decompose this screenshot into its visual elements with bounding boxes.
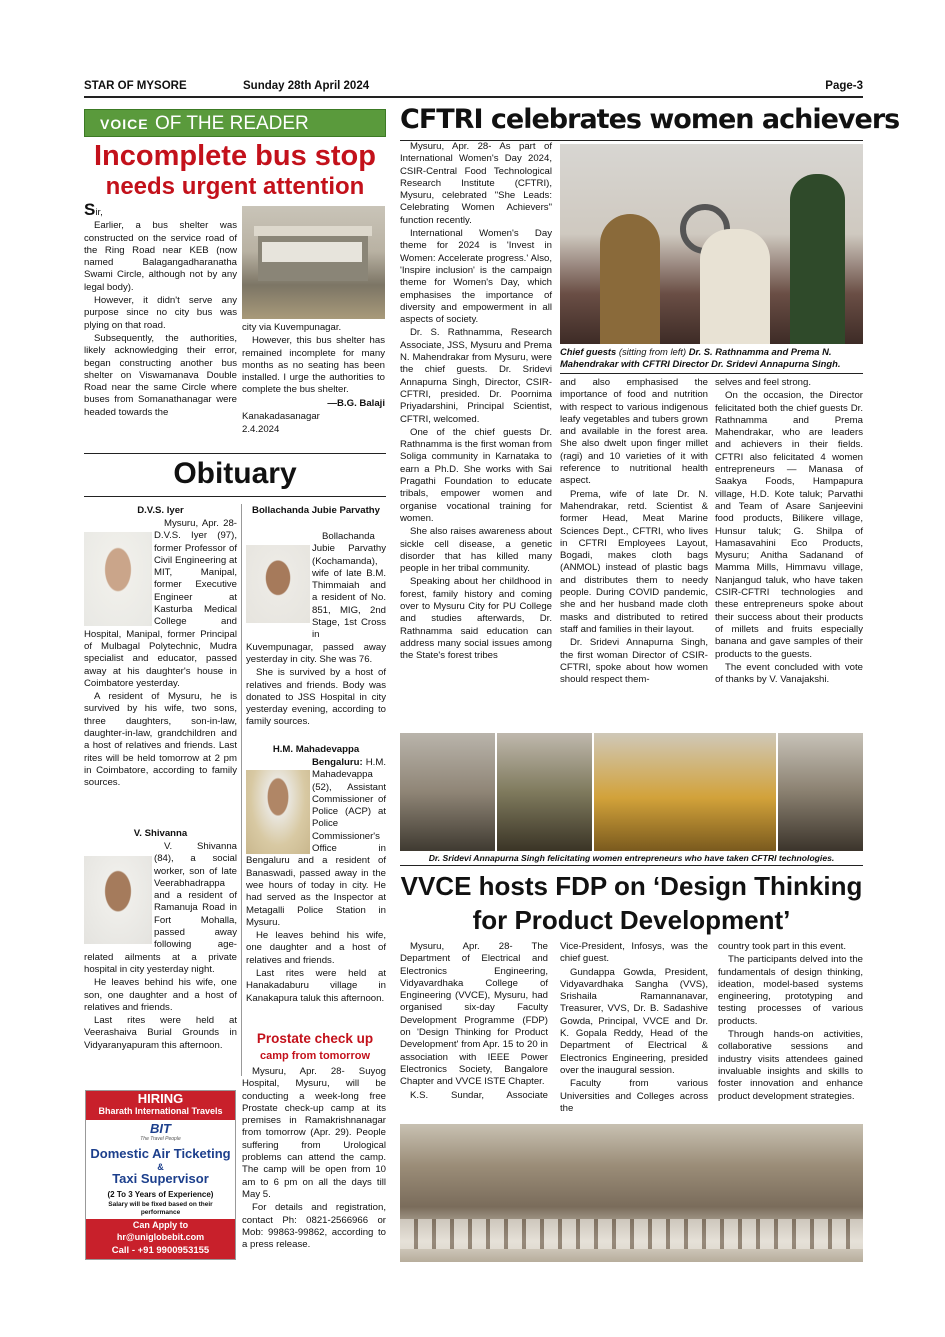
vvce-headline-2: for Product Development’ [472, 905, 791, 935]
bus-shelter-photo [242, 206, 385, 319]
ad-apply: Can Apply to [132, 1220, 189, 1230]
cftri-bottom-rule [400, 865, 863, 866]
entrepreneur-photo-2 [497, 733, 592, 851]
vvce-col-3 [718, 941, 863, 1104]
voice-column-1 [84, 200, 237, 420]
prostate-title: Prostate check up [256, 1031, 374, 1046]
cftri-col3-para-2: On the occasion, the Director felicitated both the chief guests Dr. Rathnamma and Prema Mahendrakar, who are leaders and achievers in their fields. CFTRI also felicitated 4 women entrepreneurs — Manasa of Saakya Foods, Hampapura village, H.D. Kote taluk; Parvathi and Team of Asare Sanjeevini food products, Bilikere village, Hunsur taluk; G. Shilpa of Hamasavahini Eco Products, Mysuru; Anitha Sadanand of Mamma Mills, Himmavu village, Nanjangud taluk, who have taken CSIR-CFTRI technologies and these entrepreneurs spoke about their success about their products of millets and fruits especially banana and gave samples of their products to the guests. [715, 390, 863, 660]
vvce-col-1 [400, 941, 548, 1103]
ad-email: hr@uniglobebit.com [116, 1232, 205, 1242]
vvce-col3-para-3: Through hands-on activities, collaborative sessions and industry visits attendees gained invaluable insights and skills to foster innovation and enhance product development strategies. [718, 1029, 863, 1102]
obit-shivanna-para-1: V. Shivanna (84), a social worker, son of late Veerabhadrappa and a resident of Ramanuja Road in Fort Mohalla, passed away following age-related ailments at a private hospital in city yesterday night. [84, 841, 237, 975]
cftri-entrepreneurs-photos [400, 733, 863, 851]
obit-mahadevappa-name: H.M. Mahadevappa [272, 744, 360, 755]
prostate-para-1: Mysuru, Apr. 28- Suyog Hospital, Mysuru, will be conducting a week-long free Prostate check-up camp at its premises in Ramakrishnanagar from tomorrow (Apr. 29). People suffering from Urological problems can attend the camp. The camp will be open from 10 am to 6 pm on all the days till May 5. [242, 1066, 386, 1200]
ad-line-1: Domestic Air Ticketing [90, 1146, 231, 1161]
cftri-caption-1c: Dr. S. Rathnamma and Prema N. Mahendrakar with CFTRI Director Dr. Sridevi Annapurna Singh. [560, 346, 841, 369]
cftri-col1-para-3: Dr. S. Rathnamma, Research Associate, JSS, Mysuru and Prema N. Mahendrakar from Mysuru, were the chief guests. Dr. Sridevi Annapurna Singh, Director, CSIR-CFTRI, presided. Dr. Poornima Priyadarshini, Principal Scientist, CFTRI, welcomed. [400, 327, 552, 425]
ad-tagline: The Travel People [140, 1136, 181, 1142]
cftri-col-3 [715, 377, 863, 687]
voice-dropcap: S [84, 200, 96, 219]
cftri-col-1 [400, 141, 552, 663]
vvce-group-photo [400, 1124, 863, 1262]
prostate-text [242, 1066, 386, 1252]
cftri-chief-guests-photo [560, 144, 863, 344]
obituary-title: Obituary [173, 457, 297, 490]
obit-mahadevappa-text [246, 757, 386, 1006]
vvce-col2-para-3: Faculty from various Universities and Colleges across the [560, 1078, 708, 1114]
cftri-col2-para-3: Dr. Sridevi Annapurna Singh, the first woman Director of CSIR-CFTRI, spoke about how women should respect them- [560, 637, 708, 686]
prostate-para-2: For details and registration, contact Ph: 0821-2566966 or Mob: 99863-99862, according to a press release. [242, 1202, 386, 1251]
obit-mahadevappa-para-1: H.M. Mahadevappa (52), Assistant Commissioner of Police (ACP) at Police Commissioner's Office in Bengaluru and a resident of Banaswadi, passed away in the wee hours of today in city. He had served as the Inspector at Metagalli Police Station in Mysuru. [246, 757, 386, 928]
vvce-col-2 [560, 941, 708, 1116]
cftri-col3-para-1: selves and feel strong. [715, 377, 811, 388]
obit-shivanna-text [84, 841, 237, 1053]
vvce-col2-para-2: Gundappa Gowda, President, Vidyavardhaka Sangha (VVS), Srishaila Ramannanavar, Treasurer, VVS, Dr. B. Sadashive Gowda, Principal, VVCE and Dr. K. Gopala Reddy, Head of the Department of Electrical & Electronics Engineering, presided over the inaugural session. [560, 966, 708, 1076]
cftri-col1-para-1: Mysuru, Apr. 28- As part of International Women's Day 2024, CSIR-Central Food Technological Research Institute (CFTRI), Mysuru, celebrated "She Leads: Celebrating Women Achievers" function recently. [400, 141, 552, 226]
obit-jubie-para-1: Bollachanda Jubie Parvathy (Kochamanda), wife of late B.M. Thimmaiah and a resident of No. 851, MIG, 2nd Stage, 1st Cross in Kuvempunagar, passed away yesterday in city. She was 76. [246, 531, 386, 665]
cftri-col1-para-6: Speaking about her childhood in forest, family history and coming over to Mysuru City for PU College and studies afterwards, Dr. Rathnamma said education can address many social issues among the State's forest tribes [400, 576, 552, 662]
vvce-headline-1: VVCE hosts FDP on ‘Design Thinking [400, 871, 863, 901]
obituary-bottom-rule [84, 496, 386, 497]
cftri-col3-para-3: The event concluded with vote of thanks by V. Vanajakshi. [715, 661, 863, 686]
paper-name: STAR OF MYSORE [84, 80, 187, 92]
obit-iyer-text [84, 518, 237, 791]
cftri-col1-para-4: One of the chief guests Dr. Rathnamma is the first woman from Soliga community in Karnataka to earn a Ph.D. She works with Sai Pragathi Foundation to educate tribals, empower women and organise vocational training for women. [400, 426, 552, 524]
page-header [84, 80, 863, 96]
cftri-caption-1b: (sitting from left) [618, 346, 687, 357]
cftri-headline: CFTRI celebrates women achievers [400, 104, 900, 135]
voice-para-2: However, it didn't serve any purpose since no city bus was plying on that road. [84, 295, 237, 331]
header-rule [84, 96, 863, 98]
ad-logo: BIT [150, 1121, 171, 1136]
cftri-col-2 [560, 377, 708, 687]
ad-experience: (2 To 3 Years of Experience) [107, 1190, 214, 1199]
voice-banner-b: OF THE READER [155, 113, 309, 134]
voice-title-1: Incomplete bus stop [94, 140, 376, 172]
voice-para-4: city via Kuvempunagar. [242, 322, 342, 333]
obit-jubie-para-2: She is survived by a host of relatives and friends. Body was donated to JSS Hospital in city yesterday evening, according to family sources. [246, 667, 386, 728]
obit-shivanna-para-2: He leaves behind his wife, one son, one daughter and a host of relatives and friends. [84, 977, 237, 1013]
obituary-column-divider [241, 504, 242, 1076]
ad-phone: Call - +91 9900953155 [111, 1245, 210, 1256]
voice-para-1: Earlier, a bus shelter was constructed on the service road of the Ring Road near KEB (now named Balagangadharanatha Swami Circle, although not by any legal body). [84, 220, 237, 293]
issue-date: Sunday 28th April 2024 [243, 80, 370, 92]
ad-footer [86, 1219, 235, 1259]
cftri-caption-1 [560, 346, 863, 370]
ad-header [86, 1091, 235, 1120]
voice-column-2 [242, 322, 385, 438]
voice-para-3: Subsequently, the authorities, likely acknowledging their error, began constructing another bus shelter on Viswamanava Double Road near the same Circle where buses from Somanathanagar were headed towards the [84, 332, 237, 418]
obit-shivanna-name: V. Shivanna [133, 828, 188, 839]
prostate-subtitle: camp from tomorrow [259, 1050, 370, 1062]
ad-hiring: HIRING [137, 1091, 184, 1106]
entrepreneur-photo-4 [778, 733, 863, 851]
cftri-caption-rule [560, 373, 863, 374]
vvce-col1-para-1: Mysuru, Apr. 28- The Department of Electrical and Electronics Engineering, Vidyavardhaka College of Engineering (VVCE), Mysuru, had organised six-day Faculty Development Programme (FDP) on 'Design Thinking for Product Development' from Apr. 15 to 20 in association with IEEE Power Electronics Society, Bangalore Chapter and VVCE ISTE Chapter. [400, 941, 548, 1088]
ad-line-2: Taxi Supervisor [112, 1171, 209, 1186]
obit-shivanna-para-3: Last rites were held at Veerashaiva Burial Grounds in Vidyaranyapuram this afternoon. [84, 1015, 237, 1051]
entrepreneur-photo-1 [400, 733, 495, 851]
voice-signature: —B.G. Balaji [327, 397, 385, 409]
ad-amp: & [157, 1162, 164, 1172]
obit-jubie-text [246, 531, 386, 730]
obituary-top-rule [84, 453, 386, 454]
obit-iyer-name: D.V.S. Iyer [137, 505, 184, 516]
vvce-col3-para-2: The participants delved into the fundamentals of design thinking, ideation, model-based systems engineering, prototyping and testing processes of various products. [718, 954, 863, 1027]
obit-mahadevappa-lead: Bengaluru: [312, 757, 363, 768]
obit-iyer-para-2: A resident of Mysuru, he is survived by his wife, two sons, three daughters, son-in-law, daughter-in-law, grandchildren and a host of relatives and friends. Last rites will be held tomorrow at 2 pm in Coimbatore, according to family sources. [84, 691, 237, 789]
ad-company: Bharath International Travels [98, 1106, 223, 1116]
cftri-col1-para-5: She also raises awareness about sickle cell disease, a genetic disorder that has killed many people in her tribal community. [400, 526, 552, 575]
voice-banner-a: VOICE [100, 116, 149, 132]
obit-iyer-para-1: Mysuru, Apr. 28- D.V.S. Iyer (97), former Professor of Civil Engineering at MIT, Manipal, former Executive Engineer at Kasturba Medical College and Hospital, Manipal, former Principal of Mulbagal Polytechnic, Mudra specialist and educator, passed away at his daughter's house in Coimbatore yesterday. [84, 518, 237, 689]
voice-title-2: needs urgent attention [105, 173, 365, 200]
cftri-col2-para-2: Prema, wife of late Dr. N. Mahendrakar, retd. Scientist & former Head, Meat Marine Sciences Dept., CFTRI, who lives in CFTRI Employees Layout, Bogadi, makes cloth bags (ANMOL) instead of plastic bags and distributes them to needy people. During COVID pandemic, she and her husband made cloth masks and distributed to retired staff and families in their layout. [560, 488, 708, 635]
page-number: Page-3 [825, 80, 863, 92]
ad-salary: Salary will be fixed based on their performance [108, 1201, 213, 1216]
voice-para-5: However, this bus shelter has remained incomplete for many months as no seating has been installed. I urge the authorities to complete the bus shelter. [242, 335, 385, 396]
voice-salutation: ir, [95, 207, 103, 218]
voice-place: Kanakadasanagar [242, 411, 320, 423]
cftri-caption-1a: Chief guests [560, 346, 617, 357]
vvce-col2-para-1: Vice-President, Infosys, was the chief guest. [560, 941, 708, 965]
cftri-col1-para-2: International Women's Day theme for 2024 is 'Invest in Women: Accelerate progress.' Also, 'Inspire inclusion' is the campaign theme for Women's Day, which emphasises the importance of diversity and empowerment in all aspects of society. [400, 228, 552, 326]
cftri-col2-para-1: and also emphasised the importance of food and nutrition with respect to various indigenous leafy vegetables and tubers grown and available in the forest area. She also dwelt upon finger millet (ragi) and 10 varieties of it with reference to nutritional health aspect. [560, 377, 708, 487]
obit-jubie-name: Bollachanda Jubie Parvathy [252, 505, 380, 516]
obit-mahadevappa-para-2: He leaves behind his wife, one daughter and a host of relatives and friends. [246, 930, 386, 966]
obit-mahadevappa-para-3: Last rites were held at Hanakadaburu village in Kanakapura taluk this afternoon. [246, 968, 386, 1004]
cftri-caption-2: Dr. Sridevi Annapurna Singh felicitating women entrepreneurs who have taken CFTRI technologies. [428, 853, 835, 863]
voice-banner [84, 109, 386, 137]
entrepreneur-photo-3 [594, 733, 776, 851]
hiring-ad [85, 1090, 236, 1260]
voice-date: 2.4.2024 [242, 424, 280, 436]
vvce-col3-para-1: country took part in this event. [718, 941, 846, 952]
vvce-col1-para-2: K.S. Sundar, Associate [410, 1089, 548, 1101]
